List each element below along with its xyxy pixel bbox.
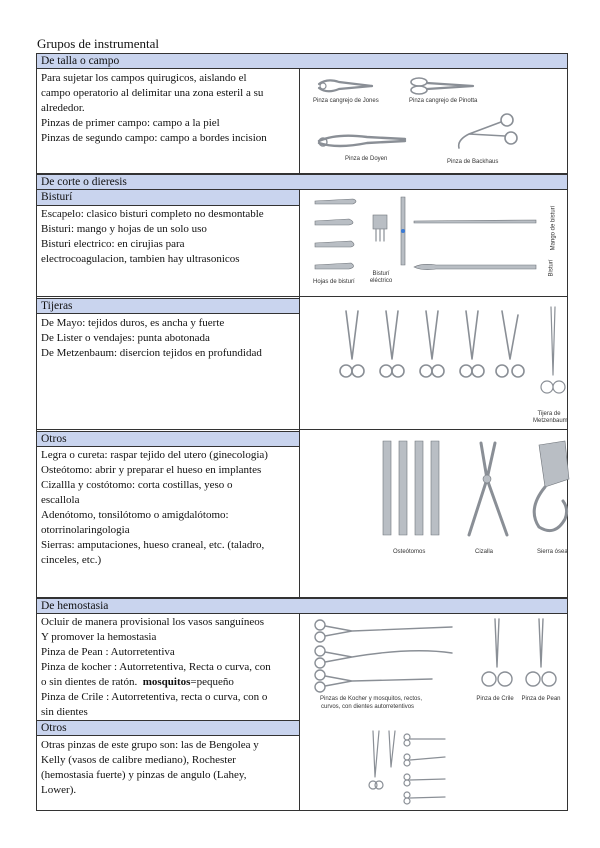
pean-forceps-image xyxy=(521,617,561,693)
section-corte xyxy=(36,174,568,598)
crile-forceps-image xyxy=(477,617,517,693)
section-talla xyxy=(36,53,568,174)
tijeras-text: De Mayo: tejidos duros, es ancha y fuerte De Lister o vendajes: punta abotonada De Metzenbaum: disercion tejidos en profundidad xyxy=(41,317,262,359)
mosquitos-bold: mosquitos xyxy=(142,676,191,688)
caption-sierra: Sierra ósea xyxy=(537,549,568,555)
doyen-clamp-image xyxy=(317,129,407,151)
towel-clamp-image xyxy=(317,76,377,96)
caption-doyen: Pinza de Doyen xyxy=(345,156,388,162)
caption-bisturi: Bisturí xyxy=(548,259,555,277)
bone-cutter-image xyxy=(457,439,519,539)
caption-hojas: Hojas de bisturí xyxy=(313,279,355,285)
caption-pinotta: Pinza cangrejo de Pinotta xyxy=(409,98,478,104)
separator xyxy=(37,429,567,430)
section-header: De talla o campo xyxy=(37,54,567,69)
otros-corte-text: Legra o cureta: raspar tejido del utero (ginecologia) Osteótomo: abrir y preparar el hueso en implantes Cizallla y costótomo: corta costillas, yeso o escallola Adenótomo, tonsilótomo o amigdalótomo: otorrinolaringologia Sierras: amputaciones, hueso craneal, etc. (taladro, cinceles, etc.) xyxy=(41,449,268,566)
separator xyxy=(37,296,567,297)
page-title: Grupos de instrumental xyxy=(37,36,160,51)
section-hemostasia xyxy=(36,598,568,811)
subsection-header-tijeras: Tijeras xyxy=(37,298,299,314)
caption-jones: Pinza cangrejo de Jones xyxy=(313,98,379,104)
section-header: De corte o dieresis xyxy=(37,175,567,190)
scalpel-handle-image xyxy=(412,217,542,227)
kocher-forceps-image xyxy=(312,617,462,691)
caption-crile: Pinza de Crile xyxy=(476,696,514,702)
subsection-header-otros: Otros xyxy=(37,431,299,447)
otros-hemostasia-text: Otras pinzas de este grupo son: las de Bengolea y Kelly (vasos de calibre mediano), Rochester (hemostasia fuerte) y pinzas de angulo (Lahey, Lower). xyxy=(41,739,259,796)
caption-kocher: Pinzas de Kocher y mosquitos, rectos, xyxy=(320,696,423,702)
caption-osteotomos: Osteótomos xyxy=(393,549,426,555)
other-forceps-image xyxy=(365,727,465,807)
subsection-header-bisturi: Bisturí xyxy=(37,190,299,206)
scalpel-blades-image xyxy=(313,195,363,283)
electric-scalpel-image xyxy=(365,195,415,277)
caption-pean: Pinza de Pean xyxy=(521,696,561,702)
metzenbaum-scissors-image xyxy=(537,305,567,405)
caption-electrico: Bisturí eléctrico xyxy=(369,271,393,284)
caption-backhaus: Pinza de Backhaus xyxy=(447,159,499,165)
osteotomes-image xyxy=(377,439,447,539)
bone-saw-image xyxy=(525,439,585,539)
caption-mango: Mango de bisturí xyxy=(550,205,557,251)
caption-metzenbaum: Tijera de Metzenbaum xyxy=(533,411,568,424)
section-text: Para sujetar los campos quirugicos, aislando el campo operatorio al delimitar una zona esteril a su alrededor. Pinzas de primer campo: campo a la piel Pinzas de segundo campo: campo a bordes incision xyxy=(41,72,267,144)
scalpel-image xyxy=(412,261,542,273)
caption-cizalla: Cizalla xyxy=(475,549,494,555)
towel-clamp-image xyxy=(409,76,479,96)
section-header: De hemostasia xyxy=(37,599,567,614)
scissors-image xyxy=(332,309,552,389)
backhaus-clamp-image xyxy=(449,112,519,154)
subsection-header-otros-hemostasia: Otros xyxy=(37,720,299,736)
caption-kocher-2: curvos, con dientes autorretentivos xyxy=(321,704,415,710)
hemostasia-text: Ocluir de manera provisional los vasos sanguíneos Y promover la hemostasia Pinza de Pean : Autorretentiva Pinza de kocher : Autorretentiva, Recta o curva, con o sin dientes de ratón. mosquitos=pequeño Pinza de Crile : Autorretentiva, recta o curva, con o sin dientes xyxy=(41,616,271,718)
bisturi-text: Escapelo: clasico bisturi completo no desmontable Bisturi: mango y hojas de un solo uso Bisturi electrico: en cirujias para electrocoagulacion, tambien hay ultrasonicos xyxy=(41,208,264,265)
